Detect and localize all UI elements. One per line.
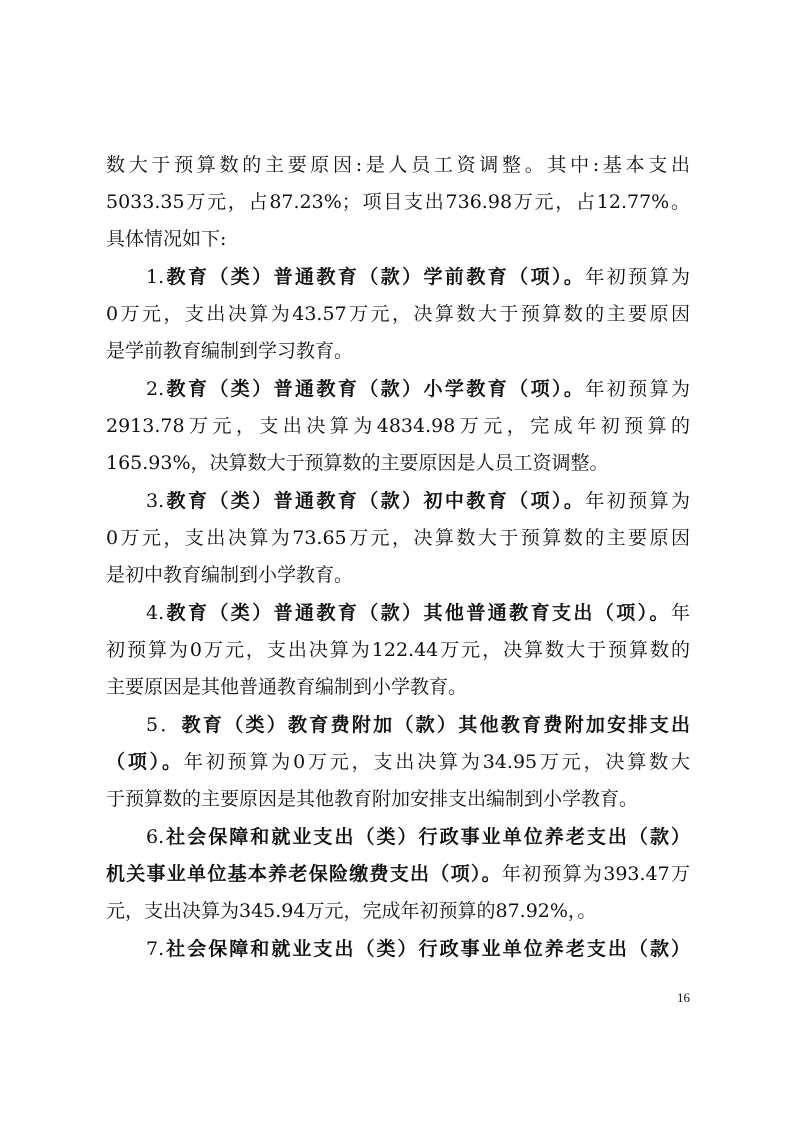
text-line: 数大于预算数的主要原因:是人员工资调整。其中:基本支出 (106, 154, 690, 176)
item-number: 2. (146, 378, 165, 400)
item-title: 教育（类）普通教育（款）小学教育（项）。 (164, 378, 586, 400)
item-title: 社会保障和就业支出（类）行政事业单位养老支出（款） (164, 938, 690, 960)
item-number: 6. (146, 826, 165, 848)
item-heading-line (146, 260, 690, 294)
item-heading-line (146, 932, 690, 966)
item-heading-line (146, 708, 690, 742)
item-heading-line (146, 820, 690, 854)
text-line: 0万元，支出决算为43.57万元，决算数大于预算数的主要原因 (106, 303, 690, 325)
item-number: 3. (146, 490, 165, 512)
text-line: 于预算数的主要原因是其他教育附加安排支出编制到小学教育。 (106, 788, 639, 810)
item-title: 教育（类）教育费附加（款）其他教育费附加安排支出 (181, 714, 690, 736)
item-number: 5． (146, 714, 182, 736)
item-text: 年 (670, 602, 690, 624)
item-continuation-line (106, 857, 690, 891)
item-heading-line (146, 596, 690, 630)
item-title: 教育（类）普通教育（款）初中教育（项）。 (164, 490, 586, 512)
item-text: 年初预算为 (585, 490, 690, 512)
item-text: 年初预算为 (585, 266, 690, 288)
text-line: 0万元，支出决算为73.65万元，决算数大于预算数的主要原因 (106, 527, 690, 549)
item-title: （项）。 (106, 751, 184, 773)
text-line: 具体情况如下: (106, 228, 227, 250)
item-text: 年初预算为0万元，支出决算为34.95万元，决算数大 (183, 751, 690, 773)
item-number: 7. (146, 938, 165, 960)
item-heading-line (146, 372, 690, 406)
item-title: 教育（类）普通教育（款）其他普通教育支出（项）。 (164, 602, 671, 624)
item-title: 社会保障和就业支出（类）行政事业单位养老支出（款） (164, 826, 690, 848)
item-heading-line (146, 484, 690, 518)
item-title: 机关事业单位基本养老保险缴费支出（项）。 (106, 863, 502, 885)
text-line: 初预算为0万元，支出决算为122.44万元，决算数大于预算数的 (106, 639, 690, 661)
text-line: 是学前教育编制到学习教育。 (106, 340, 354, 362)
item-text: 年初预算为393.47万 (501, 863, 690, 885)
text-line: 元，支出决算为345.94万元，完成年初预算的87.92%，。 (106, 900, 597, 922)
page-number: 16 (677, 990, 690, 1005)
text-line: 5033.35万元，占87.23%；项目支出736.98万元，占12.77%。 (106, 191, 690, 213)
item-number: 4. (146, 602, 165, 624)
item-title: 教育（类）普通教育（款）学前教育（项）。 (164, 266, 586, 288)
text-line: 是初中教育编制到小学教育。 (106, 564, 354, 586)
text-line: 2913.78万元，支出决算为4834.98万元，完成年初预算的 (106, 415, 690, 437)
text-line: 165.93%，决算数大于预算数的主要原因是人员工资调整。 (106, 452, 609, 474)
item-number: 1. (146, 266, 165, 288)
item-text: 年初预算为 (585, 378, 690, 400)
text-line: 主要原因是其他普通教育编制到小学教育。 (106, 676, 468, 698)
item-continuation-line (106, 745, 690, 779)
